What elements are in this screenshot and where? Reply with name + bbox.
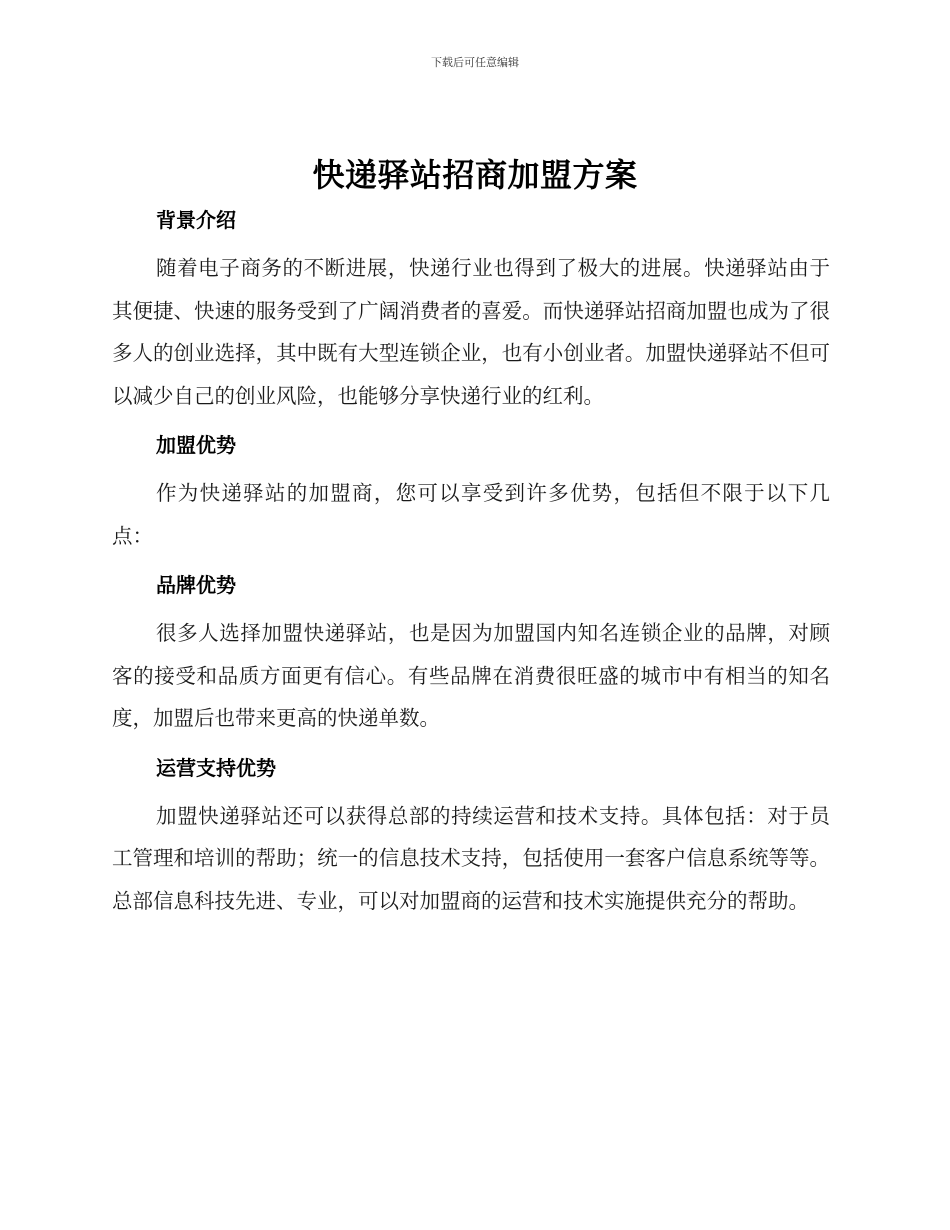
- header-note: 下载后可任意编辑: [431, 56, 519, 69]
- section-advantages: [112, 428, 830, 557]
- section-heading: 背景介绍: [156, 208, 236, 232]
- section-background: [112, 203, 830, 417]
- section-paragraph: 随着电子商务的不断进展，快递行业也得到了极大的进展。快递驿站由于其便捷、快速的服务受到了广阔消费者的喜爱。而快递驿站招商加盟也成为了很多人的创业选择，其中既有大型连锁企业，也有小创业者。加盟快递驿站不但可以减少自己的创业风险，也能够分享快递行业的红利。: [112, 256, 830, 408]
- section-operation-support: [112, 751, 830, 923]
- section-heading: 加盟优势: [156, 433, 236, 457]
- document-body: [112, 203, 830, 922]
- section-paragraph: 很多人选择加盟快递驿站，也是因为加盟国内知名连锁企业的品牌，对顾客的接受和品质方面更有信心。有些品牌在消费很旺盛的城市中有相当的知名度，加盟后也带来更高的快递单数。: [112, 621, 830, 730]
- section-heading: 运营支持优势: [156, 755, 276, 780]
- section-brand-advantage: [112, 568, 830, 740]
- section-paragraph: 加盟快递驿站还可以获得总部的持续运营和技术支持。具体包括：对于员工管理和培训的帮助；统一的信息技术支持，包括使用一套客户信息系统等等。总部信息科技先进、专业，可以对加盟商的运营和技术实施提供充分的帮助。: [112, 803, 830, 913]
- section-paragraph: 作为快递驿站的加盟商，您可以享受到许多优势，包括但不限于以下几点：: [112, 481, 830, 548]
- section-heading: 品牌优势: [156, 573, 236, 597]
- document-title: 快递驿站招商加盟方案: [312, 156, 638, 194]
